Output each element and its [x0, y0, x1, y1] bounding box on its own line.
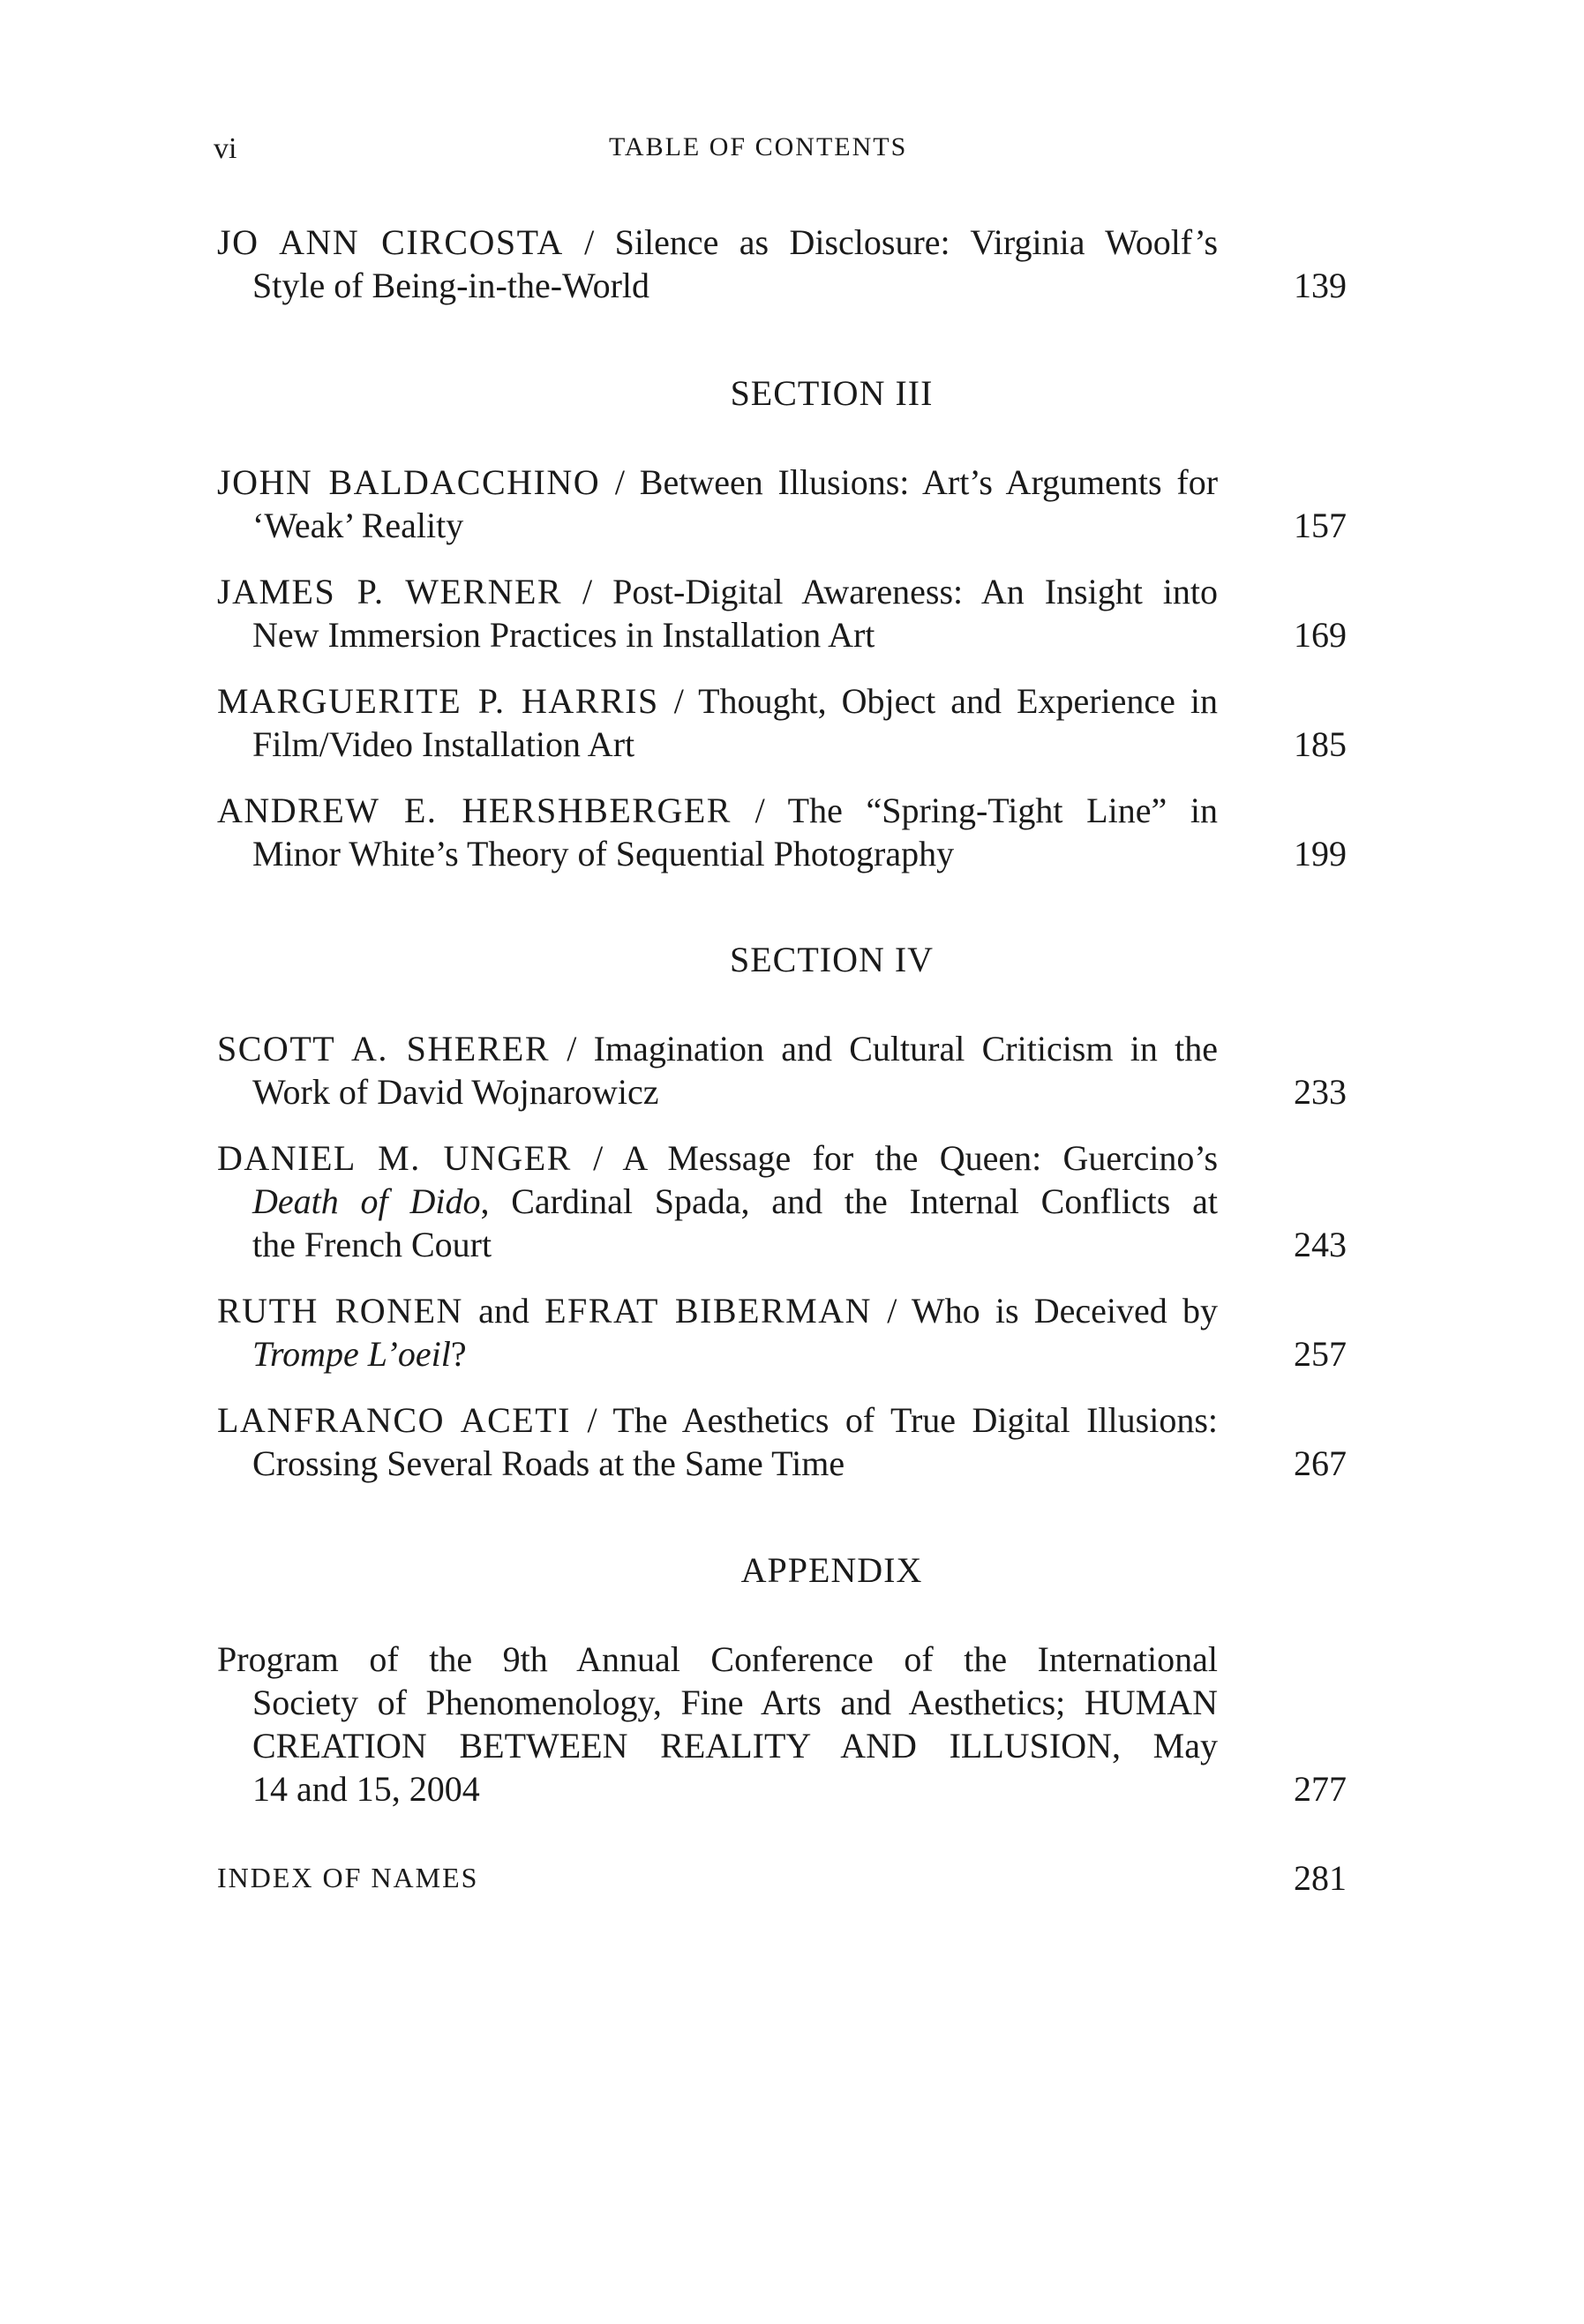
entry-line-1 — [217, 1136, 1218, 1180]
entry-title-line: ‘Weak’ Reality — [252, 506, 464, 545]
running-head — [0, 132, 1584, 168]
toc-entry[interactable] — [217, 1856, 1347, 1900]
entry-line-1 — [217, 679, 1218, 723]
entry-author: JAMES P. WERNER — [217, 572, 563, 611]
entry-author: JO ANN CIRCOSTA — [217, 222, 564, 262]
entry-page-number: 169 — [1294, 615, 1347, 655]
entry-title-line: Work of David Wojnarowicz — [252, 1072, 659, 1112]
entry-author: LANFRANCO ACETI — [217, 1400, 571, 1440]
entry-line-1 — [217, 461, 1218, 504]
entry-author: MARGUERITE P. HARRIS — [217, 681, 659, 721]
entry-title-line: 14 and 15, 2004 — [252, 1769, 480, 1809]
entry-author-2: EFRAT BIBERMAN — [544, 1291, 873, 1331]
entry-title-line: Minor White’s Theory of Sequential Photography — [252, 834, 955, 873]
entry-page-number: 139 — [1294, 266, 1347, 305]
toc-entry[interactable] — [217, 570, 1347, 656]
entry-page-number: 233 — [1294, 1072, 1347, 1112]
toc-entry[interactable] — [217, 1638, 1347, 1810]
toc-entry[interactable] — [217, 1398, 1347, 1485]
entry-title-part: / The “Spring-Tight Line” in — [754, 791, 1218, 830]
entry-title-line: Crossing Several Roads at the Same Time — [252, 1443, 845, 1483]
entry-conjunction: and — [478, 1291, 529, 1331]
entry-title-part: / Imagination and Cultural Criticism in the — [567, 1029, 1218, 1068]
entry-title-line: Program of the 9th Annual Conference of the International — [217, 1639, 1218, 1679]
entry-line-1 — [217, 1289, 1218, 1332]
toc-entry[interactable] — [217, 679, 1347, 766]
entry-title-part: / Silence as Disclosure: Virginia Woolf’s — [584, 222, 1219, 262]
entry-title-italic: Death of Dido — [252, 1181, 481, 1221]
entry-line-1 — [217, 570, 1218, 613]
entry-page-number: 199 — [1294, 834, 1347, 873]
entry-line-1 — [217, 1027, 1218, 1070]
entry-author: RUTH RONEN — [217, 1291, 463, 1331]
toc-entry[interactable] — [217, 1136, 1347, 1266]
entry-title-part: ? — [450, 1334, 467, 1374]
entry-page-number: 157 — [1294, 506, 1347, 545]
section-heading: APPENDIX — [740, 1550, 923, 1590]
running-title: TABLE OF CONTENTS — [609, 132, 908, 161]
entry-line-1 — [217, 221, 1218, 264]
toc-entry[interactable] — [217, 1027, 1347, 1113]
entry-page-number: 267 — [1294, 1443, 1347, 1483]
entry-title-line: New Immersion Practices in Installation Art — [252, 615, 875, 655]
entry-page-number: 277 — [1294, 1769, 1347, 1809]
entry-title-italic: Trompe L’oeil — [252, 1334, 451, 1374]
entry-title-line — [217, 1180, 1218, 1223]
entry-author: JOHN BALDACCHINO — [217, 462, 601, 502]
entry-line-1 — [217, 789, 1218, 832]
entry-page-number: 185 — [1294, 724, 1347, 764]
entry-title-line: the French Court — [252, 1225, 492, 1264]
entry-page-number: 257 — [1294, 1334, 1347, 1374]
entry-title-line: CREATION BETWEEN REALITY AND ILLUSION, May — [252, 1726, 1218, 1765]
entry-author: ANDREW E. HERSHBERGER — [217, 791, 732, 830]
section-heading: SECTION III — [730, 373, 934, 413]
entry-title-part: / Thought, Object and Experience in — [673, 681, 1219, 721]
entry-title-part: / The Aesthetics of True Digital Illusions: — [587, 1400, 1218, 1440]
toc-entry[interactable] — [217, 221, 1347, 307]
entry-line-1 — [217, 1398, 1218, 1442]
entry-page-number: 243 — [1294, 1225, 1347, 1264]
entry-title-line: Film/Video Installation Art — [252, 724, 635, 764]
index-label: INDEX OF NAMES — [217, 1862, 479, 1893]
entry-page-number: 281 — [1294, 1858, 1347, 1898]
entry-title-part: / Post-Digital Awareness: An Insight into — [582, 572, 1219, 611]
entry-title-part: , Cardinal Spada, and the Internal Conflicts at — [480, 1181, 1218, 1221]
entry-title-part: / Who is Deceived by — [887, 1291, 1219, 1331]
section-heading: SECTION IV — [729, 940, 935, 979]
folio: vi — [214, 132, 237, 165]
toc-entry[interactable] — [217, 789, 1347, 875]
entry-title-line: Society of Phenomenology, Fine Arts and Aesthetics; HUMAN — [252, 1683, 1218, 1722]
entry-author: SCOTT A. SHERER — [217, 1029, 551, 1068]
entry-title-part: / A Message for the Queen: Guercino’s — [593, 1138, 1219, 1178]
toc-entry[interactable] — [217, 461, 1347, 547]
entry-title-part: / Between Illusions: Art’s Arguments for — [614, 462, 1219, 502]
entry-author: DANIEL M. UNGER — [217, 1138, 572, 1178]
entry-title-line — [217, 1332, 1347, 1376]
entry-title-line: Style of Being-in-the-World — [252, 266, 650, 305]
toc-entry[interactable] — [217, 1289, 1347, 1376]
